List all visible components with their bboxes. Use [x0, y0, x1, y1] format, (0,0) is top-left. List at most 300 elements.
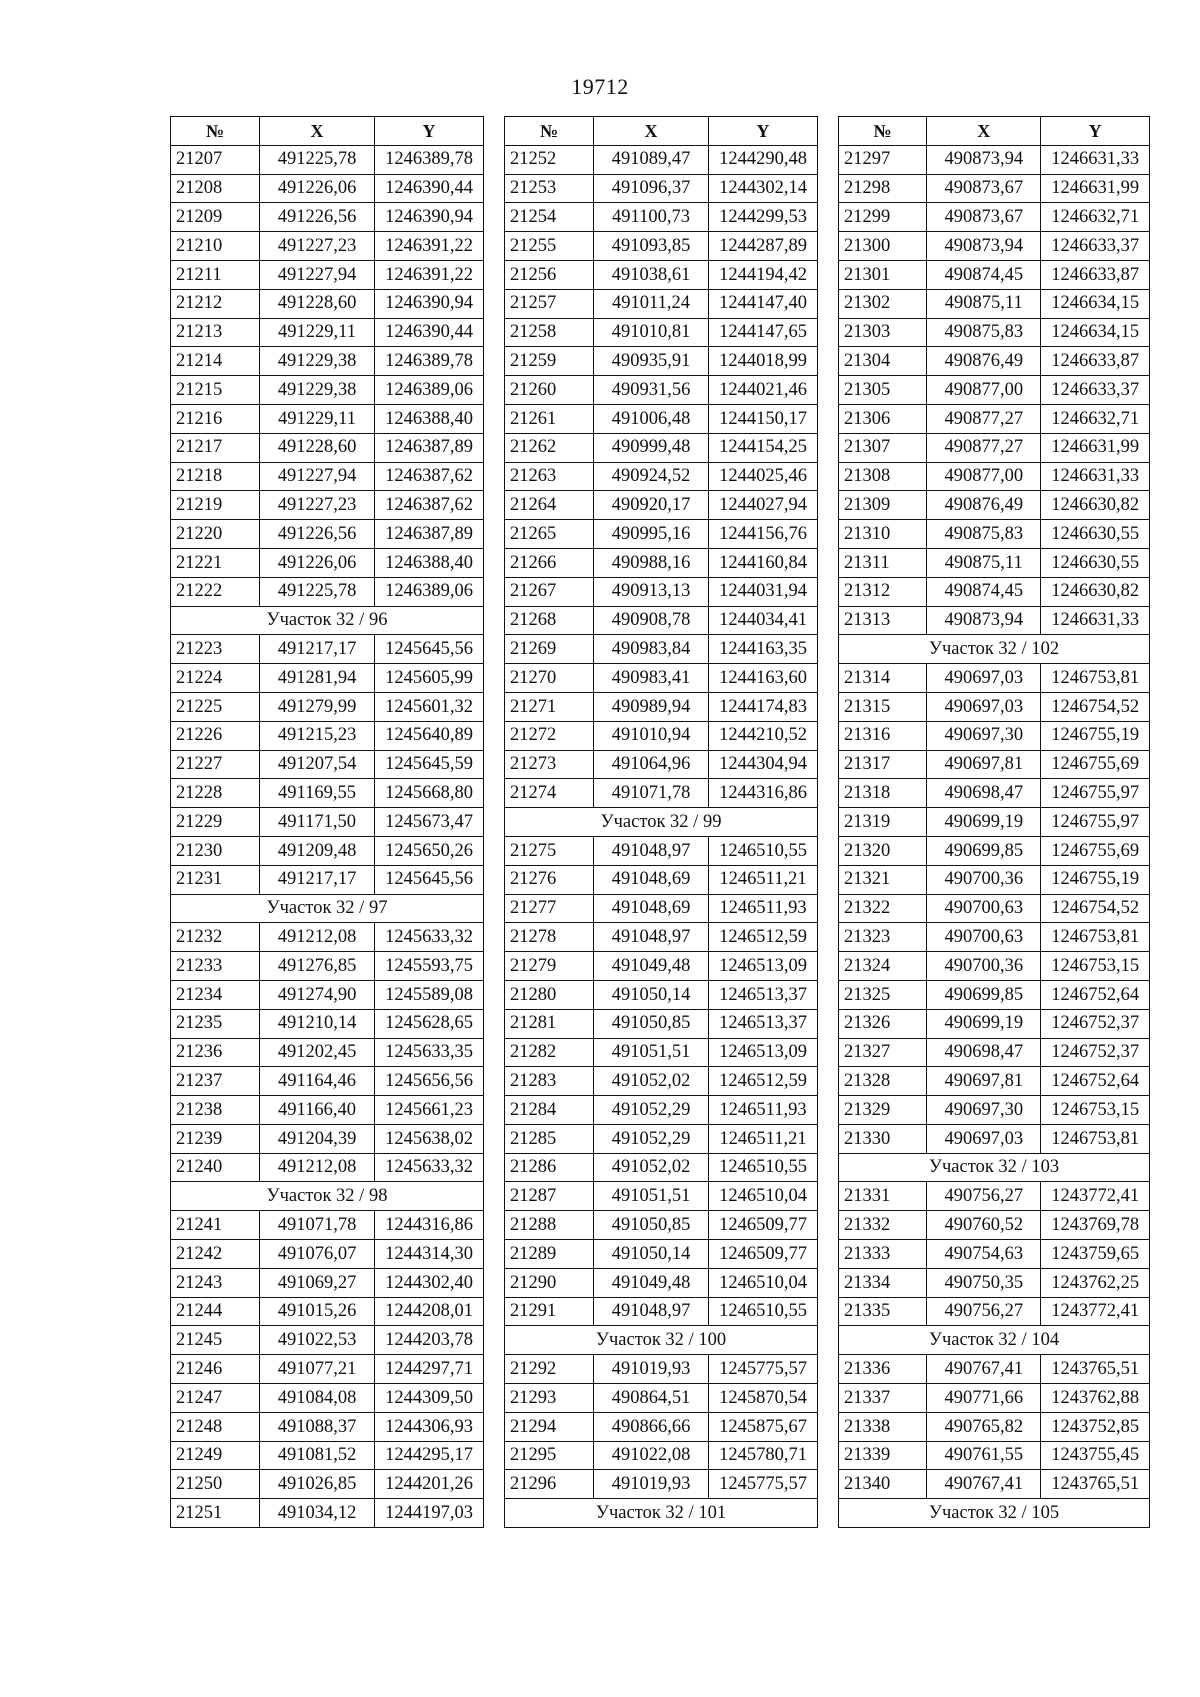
section-title: Участок 32 / 105	[839, 1499, 1150, 1528]
x-coordinate-cell: 490873,94	[927, 232, 1041, 261]
table-row	[505, 635, 818, 664]
x-coordinate-cell: 490874,45	[927, 260, 1041, 289]
x-coordinate-cell: 490866,66	[594, 1412, 709, 1441]
point-number-cell: 21243	[171, 1268, 260, 1297]
x-coordinate-cell: 491048,69	[594, 894, 709, 923]
table-row	[839, 577, 1150, 606]
table-row	[839, 376, 1150, 405]
x-coordinate-cell: 490767,41	[927, 1355, 1041, 1384]
point-number-cell: 21249	[171, 1441, 260, 1470]
x-coordinate-cell: 491281,94	[260, 664, 375, 693]
y-coordinate-cell: 1244031,94	[709, 577, 818, 606]
table-row	[505, 1384, 818, 1413]
x-coordinate-cell: 490760,52	[927, 1211, 1041, 1240]
table-row	[839, 1470, 1150, 1499]
section-title: Участок 32 / 97	[171, 894, 484, 923]
point-number-cell: 21239	[171, 1124, 260, 1153]
x-coordinate-cell: 490988,16	[594, 548, 709, 577]
table-row	[171, 1384, 484, 1413]
point-number-cell: 21259	[505, 347, 594, 376]
x-coordinate-cell: 490756,27	[927, 1182, 1041, 1211]
y-coordinate-cell: 1245668,80	[375, 779, 484, 808]
point-number-cell: 21330	[839, 1124, 927, 1153]
table-row	[171, 980, 484, 1009]
table-row	[171, 318, 484, 347]
table-row	[171, 664, 484, 693]
table-row	[839, 1182, 1150, 1211]
x-coordinate-cell: 490750,35	[927, 1268, 1041, 1297]
y-coordinate-cell: 1246632,71	[1041, 404, 1150, 433]
point-number-cell: 21221	[171, 548, 260, 577]
point-number-cell: 21252	[505, 145, 594, 174]
y-coordinate-cell: 1244295,17	[375, 1441, 484, 1470]
y-coordinate-cell: 1246755,97	[1041, 808, 1150, 837]
table-row	[171, 750, 484, 779]
point-number-cell: 21293	[505, 1384, 594, 1413]
table-row	[839, 836, 1150, 865]
point-number-cell: 21292	[505, 1355, 594, 1384]
y-coordinate-cell: 1246632,71	[1041, 203, 1150, 232]
y-coordinate-cell: 1246510,04	[709, 1268, 818, 1297]
x-coordinate-cell: 491164,46	[260, 1067, 375, 1096]
y-coordinate-cell: 1244163,60	[709, 664, 818, 693]
y-coordinate-cell: 1244034,41	[709, 606, 818, 635]
table-row	[505, 318, 818, 347]
point-number-cell: 21260	[505, 376, 594, 405]
y-coordinate-cell: 1244309,50	[375, 1384, 484, 1413]
y-coordinate-cell: 1246388,40	[375, 548, 484, 577]
y-coordinate-cell: 1244314,30	[375, 1240, 484, 1269]
x-coordinate-cell: 491207,54	[260, 750, 375, 779]
y-coordinate-cell: 1244210,52	[709, 721, 818, 750]
point-number-cell: 21328	[839, 1067, 927, 1096]
point-number-cell: 21294	[505, 1412, 594, 1441]
x-coordinate-cell: 491050,85	[594, 1211, 709, 1240]
x-coordinate-cell: 490875,83	[927, 318, 1041, 347]
point-number-cell: 21333	[839, 1240, 927, 1269]
table-row	[171, 145, 484, 174]
y-coordinate-cell: 1246631,99	[1041, 174, 1150, 203]
point-number-cell: 21261	[505, 404, 594, 433]
table-row	[505, 1268, 818, 1297]
point-number-cell: 21208	[171, 174, 260, 203]
section-header-row	[839, 1326, 1150, 1355]
x-coordinate-cell: 490873,67	[927, 174, 1041, 203]
table-row	[839, 606, 1150, 635]
y-coordinate-cell: 1244201,26	[375, 1470, 484, 1499]
y-coordinate-cell: 1244150,17	[709, 404, 818, 433]
point-number-cell: 21320	[839, 836, 927, 865]
y-coordinate-cell: 1246753,81	[1041, 664, 1150, 693]
point-number-cell: 21299	[839, 203, 927, 232]
column-header-x: X	[260, 117, 375, 146]
x-coordinate-cell: 491071,78	[594, 779, 709, 808]
section-header-row	[171, 894, 484, 923]
x-coordinate-cell: 490697,03	[927, 664, 1041, 693]
table-row	[505, 1211, 818, 1240]
x-coordinate-cell: 491093,85	[594, 232, 709, 261]
x-coordinate-cell: 491010,81	[594, 318, 709, 347]
section-title: Участок 32 / 102	[839, 635, 1150, 664]
point-number-cell: 21318	[839, 779, 927, 808]
x-coordinate-cell: 491019,93	[594, 1470, 709, 1499]
table-row	[505, 548, 818, 577]
point-number-cell: 21255	[505, 232, 594, 261]
point-number-cell: 21339	[839, 1441, 927, 1470]
table-row	[505, 1124, 818, 1153]
point-number-cell: 21236	[171, 1038, 260, 1067]
point-number-cell: 21287	[505, 1182, 594, 1211]
point-number-cell: 21279	[505, 952, 594, 981]
x-coordinate-cell: 490697,03	[927, 692, 1041, 721]
x-coordinate-cell: 490989,94	[594, 692, 709, 721]
y-coordinate-cell: 1243759,65	[1041, 1240, 1150, 1269]
point-number-cell: 21235	[171, 1009, 260, 1038]
point-number-cell: 21219	[171, 491, 260, 520]
x-coordinate-cell: 490699,85	[927, 980, 1041, 1009]
y-coordinate-cell: 1246510,55	[709, 1153, 818, 1182]
table-row	[505, 1441, 818, 1470]
y-coordinate-cell: 1245633,32	[375, 923, 484, 952]
point-number-cell: 21269	[505, 635, 594, 664]
y-coordinate-cell: 1246509,77	[709, 1211, 818, 1240]
y-coordinate-cell: 1245605,99	[375, 664, 484, 693]
table-row	[839, 952, 1150, 981]
x-coordinate-cell: 490931,56	[594, 376, 709, 405]
table-row	[171, 376, 484, 405]
x-coordinate-cell: 491226,56	[260, 203, 375, 232]
point-number-cell: 21224	[171, 664, 260, 693]
y-coordinate-cell: 1246387,62	[375, 462, 484, 491]
x-coordinate-cell: 490876,49	[927, 491, 1041, 520]
x-coordinate-cell: 491171,50	[260, 808, 375, 837]
y-coordinate-cell: 1246387,62	[375, 491, 484, 520]
point-number-cell: 21262	[505, 433, 594, 462]
x-coordinate-cell: 490754,63	[927, 1240, 1041, 1269]
x-coordinate-cell: 491226,56	[260, 520, 375, 549]
table-body	[505, 145, 818, 1527]
x-coordinate-cell: 491169,55	[260, 779, 375, 808]
x-coordinate-cell: 491019,93	[594, 1355, 709, 1384]
y-coordinate-cell: 1245645,59	[375, 750, 484, 779]
x-coordinate-cell: 490875,11	[927, 289, 1041, 318]
table-row	[839, 779, 1150, 808]
point-number-cell: 21311	[839, 548, 927, 577]
table-row	[505, 203, 818, 232]
y-coordinate-cell: 1245633,32	[375, 1153, 484, 1182]
point-number-cell: 21313	[839, 606, 927, 635]
point-number-cell: 21251	[171, 1499, 260, 1528]
y-coordinate-cell: 1246755,69	[1041, 836, 1150, 865]
x-coordinate-cell: 490873,94	[927, 606, 1041, 635]
coordinate-table-3	[838, 116, 1150, 1528]
table-row	[505, 750, 818, 779]
x-coordinate-cell: 491100,73	[594, 203, 709, 232]
point-number-cell: 21301	[839, 260, 927, 289]
table-row	[839, 232, 1150, 261]
table-row	[171, 404, 484, 433]
table-row	[505, 404, 818, 433]
x-coordinate-cell: 491051,51	[594, 1038, 709, 1067]
point-number-cell: 21246	[171, 1355, 260, 1384]
table-row	[839, 1211, 1150, 1240]
x-coordinate-cell: 490699,85	[927, 836, 1041, 865]
table-row	[505, 894, 818, 923]
point-number-cell: 21237	[171, 1067, 260, 1096]
column-header-number: №	[171, 117, 260, 146]
y-coordinate-cell: 1246510,55	[709, 836, 818, 865]
y-coordinate-cell: 1246634,15	[1041, 318, 1150, 347]
table-row	[839, 721, 1150, 750]
table-row	[505, 1297, 818, 1326]
point-number-cell: 21306	[839, 404, 927, 433]
y-coordinate-cell: 1246631,33	[1041, 606, 1150, 635]
table-row	[505, 779, 818, 808]
x-coordinate-cell: 490697,30	[927, 1096, 1041, 1125]
point-number-cell: 21284	[505, 1096, 594, 1125]
table-header-row	[171, 117, 484, 146]
point-number-cell: 21310	[839, 520, 927, 549]
point-number-cell: 21248	[171, 1412, 260, 1441]
table-row	[171, 1067, 484, 1096]
table-row	[839, 318, 1150, 347]
point-number-cell: 21327	[839, 1038, 927, 1067]
x-coordinate-cell: 491225,78	[260, 145, 375, 174]
point-number-cell: 21297	[839, 145, 927, 174]
table-row	[171, 232, 484, 261]
table-row	[171, 1326, 484, 1355]
table-row	[839, 145, 1150, 174]
x-coordinate-cell: 491089,47	[594, 145, 709, 174]
x-coordinate-cell: 491229,11	[260, 318, 375, 347]
table-row	[839, 1412, 1150, 1441]
section-header-row	[505, 1499, 818, 1528]
x-coordinate-cell: 491228,60	[260, 289, 375, 318]
point-number-cell: 21304	[839, 347, 927, 376]
point-number-cell: 21238	[171, 1096, 260, 1125]
table-row	[839, 491, 1150, 520]
y-coordinate-cell: 1246513,37	[709, 980, 818, 1009]
table-row	[839, 203, 1150, 232]
table-row	[171, 865, 484, 894]
y-coordinate-cell: 1246630,55	[1041, 520, 1150, 549]
y-coordinate-cell: 1246389,06	[375, 376, 484, 405]
y-coordinate-cell: 1246510,04	[709, 1182, 818, 1211]
x-coordinate-cell: 490697,81	[927, 750, 1041, 779]
point-number-cell: 21265	[505, 520, 594, 549]
point-number-cell: 21230	[171, 836, 260, 865]
x-coordinate-cell: 491051,51	[594, 1182, 709, 1211]
point-number-cell: 21212	[171, 289, 260, 318]
y-coordinate-cell: 1246755,19	[1041, 721, 1150, 750]
x-coordinate-cell: 491226,06	[260, 548, 375, 577]
y-coordinate-cell: 1243752,85	[1041, 1412, 1150, 1441]
point-number-cell: 21322	[839, 894, 927, 923]
table-row	[505, 1153, 818, 1182]
point-number-cell: 21308	[839, 462, 927, 491]
y-coordinate-cell: 1245673,47	[375, 808, 484, 837]
table-row	[839, 347, 1150, 376]
x-coordinate-cell: 490920,17	[594, 491, 709, 520]
table-row	[505, 174, 818, 203]
table-row	[839, 865, 1150, 894]
table-row	[505, 836, 818, 865]
x-coordinate-cell: 490761,55	[927, 1441, 1041, 1470]
table-row	[171, 520, 484, 549]
section-header-row	[505, 1326, 818, 1355]
table-row	[505, 376, 818, 405]
section-title: Участок 32 / 101	[505, 1499, 818, 1528]
table-row	[839, 808, 1150, 837]
y-coordinate-cell: 1244316,86	[375, 1211, 484, 1240]
point-number-cell: 21295	[505, 1441, 594, 1470]
x-coordinate-cell: 491229,38	[260, 376, 375, 405]
point-number-cell: 21257	[505, 289, 594, 318]
table-row	[839, 923, 1150, 952]
point-number-cell: 21271	[505, 692, 594, 721]
table-row	[505, 433, 818, 462]
y-coordinate-cell: 1246388,40	[375, 404, 484, 433]
table-row	[505, 1412, 818, 1441]
y-coordinate-cell: 1245593,75	[375, 952, 484, 981]
y-coordinate-cell: 1243769,78	[1041, 1211, 1150, 1240]
section-title: Участок 32 / 100	[505, 1326, 818, 1355]
x-coordinate-cell: 491204,39	[260, 1124, 375, 1153]
point-number-cell: 21302	[839, 289, 927, 318]
x-coordinate-cell: 490877,00	[927, 376, 1041, 405]
y-coordinate-cell: 1246633,37	[1041, 376, 1150, 405]
table-row	[839, 289, 1150, 318]
table-row	[505, 1096, 818, 1125]
point-number-cell: 21305	[839, 376, 927, 405]
x-coordinate-cell: 490875,83	[927, 520, 1041, 549]
coordinate-tables	[170, 116, 1150, 1596]
y-coordinate-cell: 1245775,57	[709, 1355, 818, 1384]
y-coordinate-cell: 1244316,86	[709, 779, 818, 808]
table-row	[171, 1470, 484, 1499]
y-coordinate-cell: 1246513,09	[709, 1038, 818, 1067]
section-title: Участок 32 / 104	[839, 1326, 1150, 1355]
x-coordinate-cell: 491096,37	[594, 174, 709, 203]
point-number-cell: 21315	[839, 692, 927, 721]
point-number-cell: 21325	[839, 980, 927, 1009]
table-row	[839, 1297, 1150, 1326]
y-coordinate-cell: 1243772,41	[1041, 1297, 1150, 1326]
y-coordinate-cell: 1246390,44	[375, 318, 484, 347]
x-coordinate-cell: 491274,90	[260, 980, 375, 1009]
x-coordinate-cell: 490756,27	[927, 1297, 1041, 1326]
table-row	[505, 980, 818, 1009]
table-row	[171, 491, 484, 520]
x-coordinate-cell: 490767,41	[927, 1470, 1041, 1499]
point-number-cell: 21324	[839, 952, 927, 981]
section-title: Участок 32 / 99	[505, 808, 818, 837]
x-coordinate-cell: 491227,94	[260, 462, 375, 491]
y-coordinate-cell: 1246755,69	[1041, 750, 1150, 779]
table-body	[839, 145, 1150, 1527]
x-coordinate-cell: 490873,67	[927, 203, 1041, 232]
table-row	[505, 1355, 818, 1384]
x-coordinate-cell: 491050,14	[594, 1240, 709, 1269]
table-row	[839, 1067, 1150, 1096]
section-title: Участок 32 / 96	[171, 606, 484, 635]
point-number-cell: 21254	[505, 203, 594, 232]
x-coordinate-cell: 491050,85	[594, 1009, 709, 1038]
page-number: 19712	[571, 74, 629, 99]
table-row	[839, 1038, 1150, 1067]
table-row	[505, 1009, 818, 1038]
x-coordinate-cell: 490913,13	[594, 577, 709, 606]
x-coordinate-cell: 490700,36	[927, 952, 1041, 981]
point-number-cell: 21275	[505, 836, 594, 865]
y-coordinate-cell: 1246390,94	[375, 203, 484, 232]
y-coordinate-cell: 1246389,06	[375, 577, 484, 606]
point-number-cell: 21234	[171, 980, 260, 1009]
y-coordinate-cell: 1243765,51	[1041, 1355, 1150, 1384]
table-row	[171, 347, 484, 376]
table-row	[171, 433, 484, 462]
table-row	[171, 1240, 484, 1269]
point-number-cell: 21222	[171, 577, 260, 606]
x-coordinate-cell: 491052,29	[594, 1124, 709, 1153]
point-number-cell: 21245	[171, 1326, 260, 1355]
x-coordinate-cell: 491081,52	[260, 1441, 375, 1470]
table-row	[839, 1096, 1150, 1125]
table-row	[839, 174, 1150, 203]
table-row	[171, 836, 484, 865]
table-row	[505, 1067, 818, 1096]
point-number-cell: 21211	[171, 260, 260, 289]
x-coordinate-cell: 491006,48	[594, 404, 709, 433]
table-row	[171, 1124, 484, 1153]
x-coordinate-cell: 491076,07	[260, 1240, 375, 1269]
point-number-cell: 21258	[505, 318, 594, 347]
point-number-cell: 21207	[171, 145, 260, 174]
y-coordinate-cell: 1246511,21	[709, 1124, 818, 1153]
y-coordinate-cell: 1244160,84	[709, 548, 818, 577]
x-coordinate-cell: 491212,08	[260, 923, 375, 952]
y-coordinate-cell: 1244018,99	[709, 347, 818, 376]
y-coordinate-cell: 1244194,42	[709, 260, 818, 289]
coordinate-table-1	[170, 116, 484, 1528]
x-coordinate-cell: 491071,78	[260, 1211, 375, 1240]
x-coordinate-cell: 491228,60	[260, 433, 375, 462]
point-number-cell: 21220	[171, 520, 260, 549]
table-row	[171, 923, 484, 952]
point-number-cell: 21253	[505, 174, 594, 203]
x-coordinate-cell: 491034,12	[260, 1499, 375, 1528]
table-row	[171, 1297, 484, 1326]
table-row	[171, 635, 484, 664]
y-coordinate-cell: 1243755,45	[1041, 1441, 1150, 1470]
table-row	[505, 1240, 818, 1269]
point-number-cell: 21232	[171, 923, 260, 952]
point-number-cell: 21321	[839, 865, 927, 894]
point-number-cell: 21264	[505, 491, 594, 520]
x-coordinate-cell: 491048,97	[594, 836, 709, 865]
y-coordinate-cell: 1244027,94	[709, 491, 818, 520]
y-coordinate-cell: 1245656,56	[375, 1067, 484, 1096]
table-row	[171, 1153, 484, 1182]
x-coordinate-cell: 491202,45	[260, 1038, 375, 1067]
x-coordinate-cell: 491226,06	[260, 174, 375, 203]
point-number-cell: 21286	[505, 1153, 594, 1182]
column-header-y: Y	[1041, 117, 1150, 146]
x-coordinate-cell: 490995,16	[594, 520, 709, 549]
table-row	[839, 1384, 1150, 1413]
table-row	[505, 289, 818, 318]
y-coordinate-cell: 1246391,22	[375, 232, 484, 261]
